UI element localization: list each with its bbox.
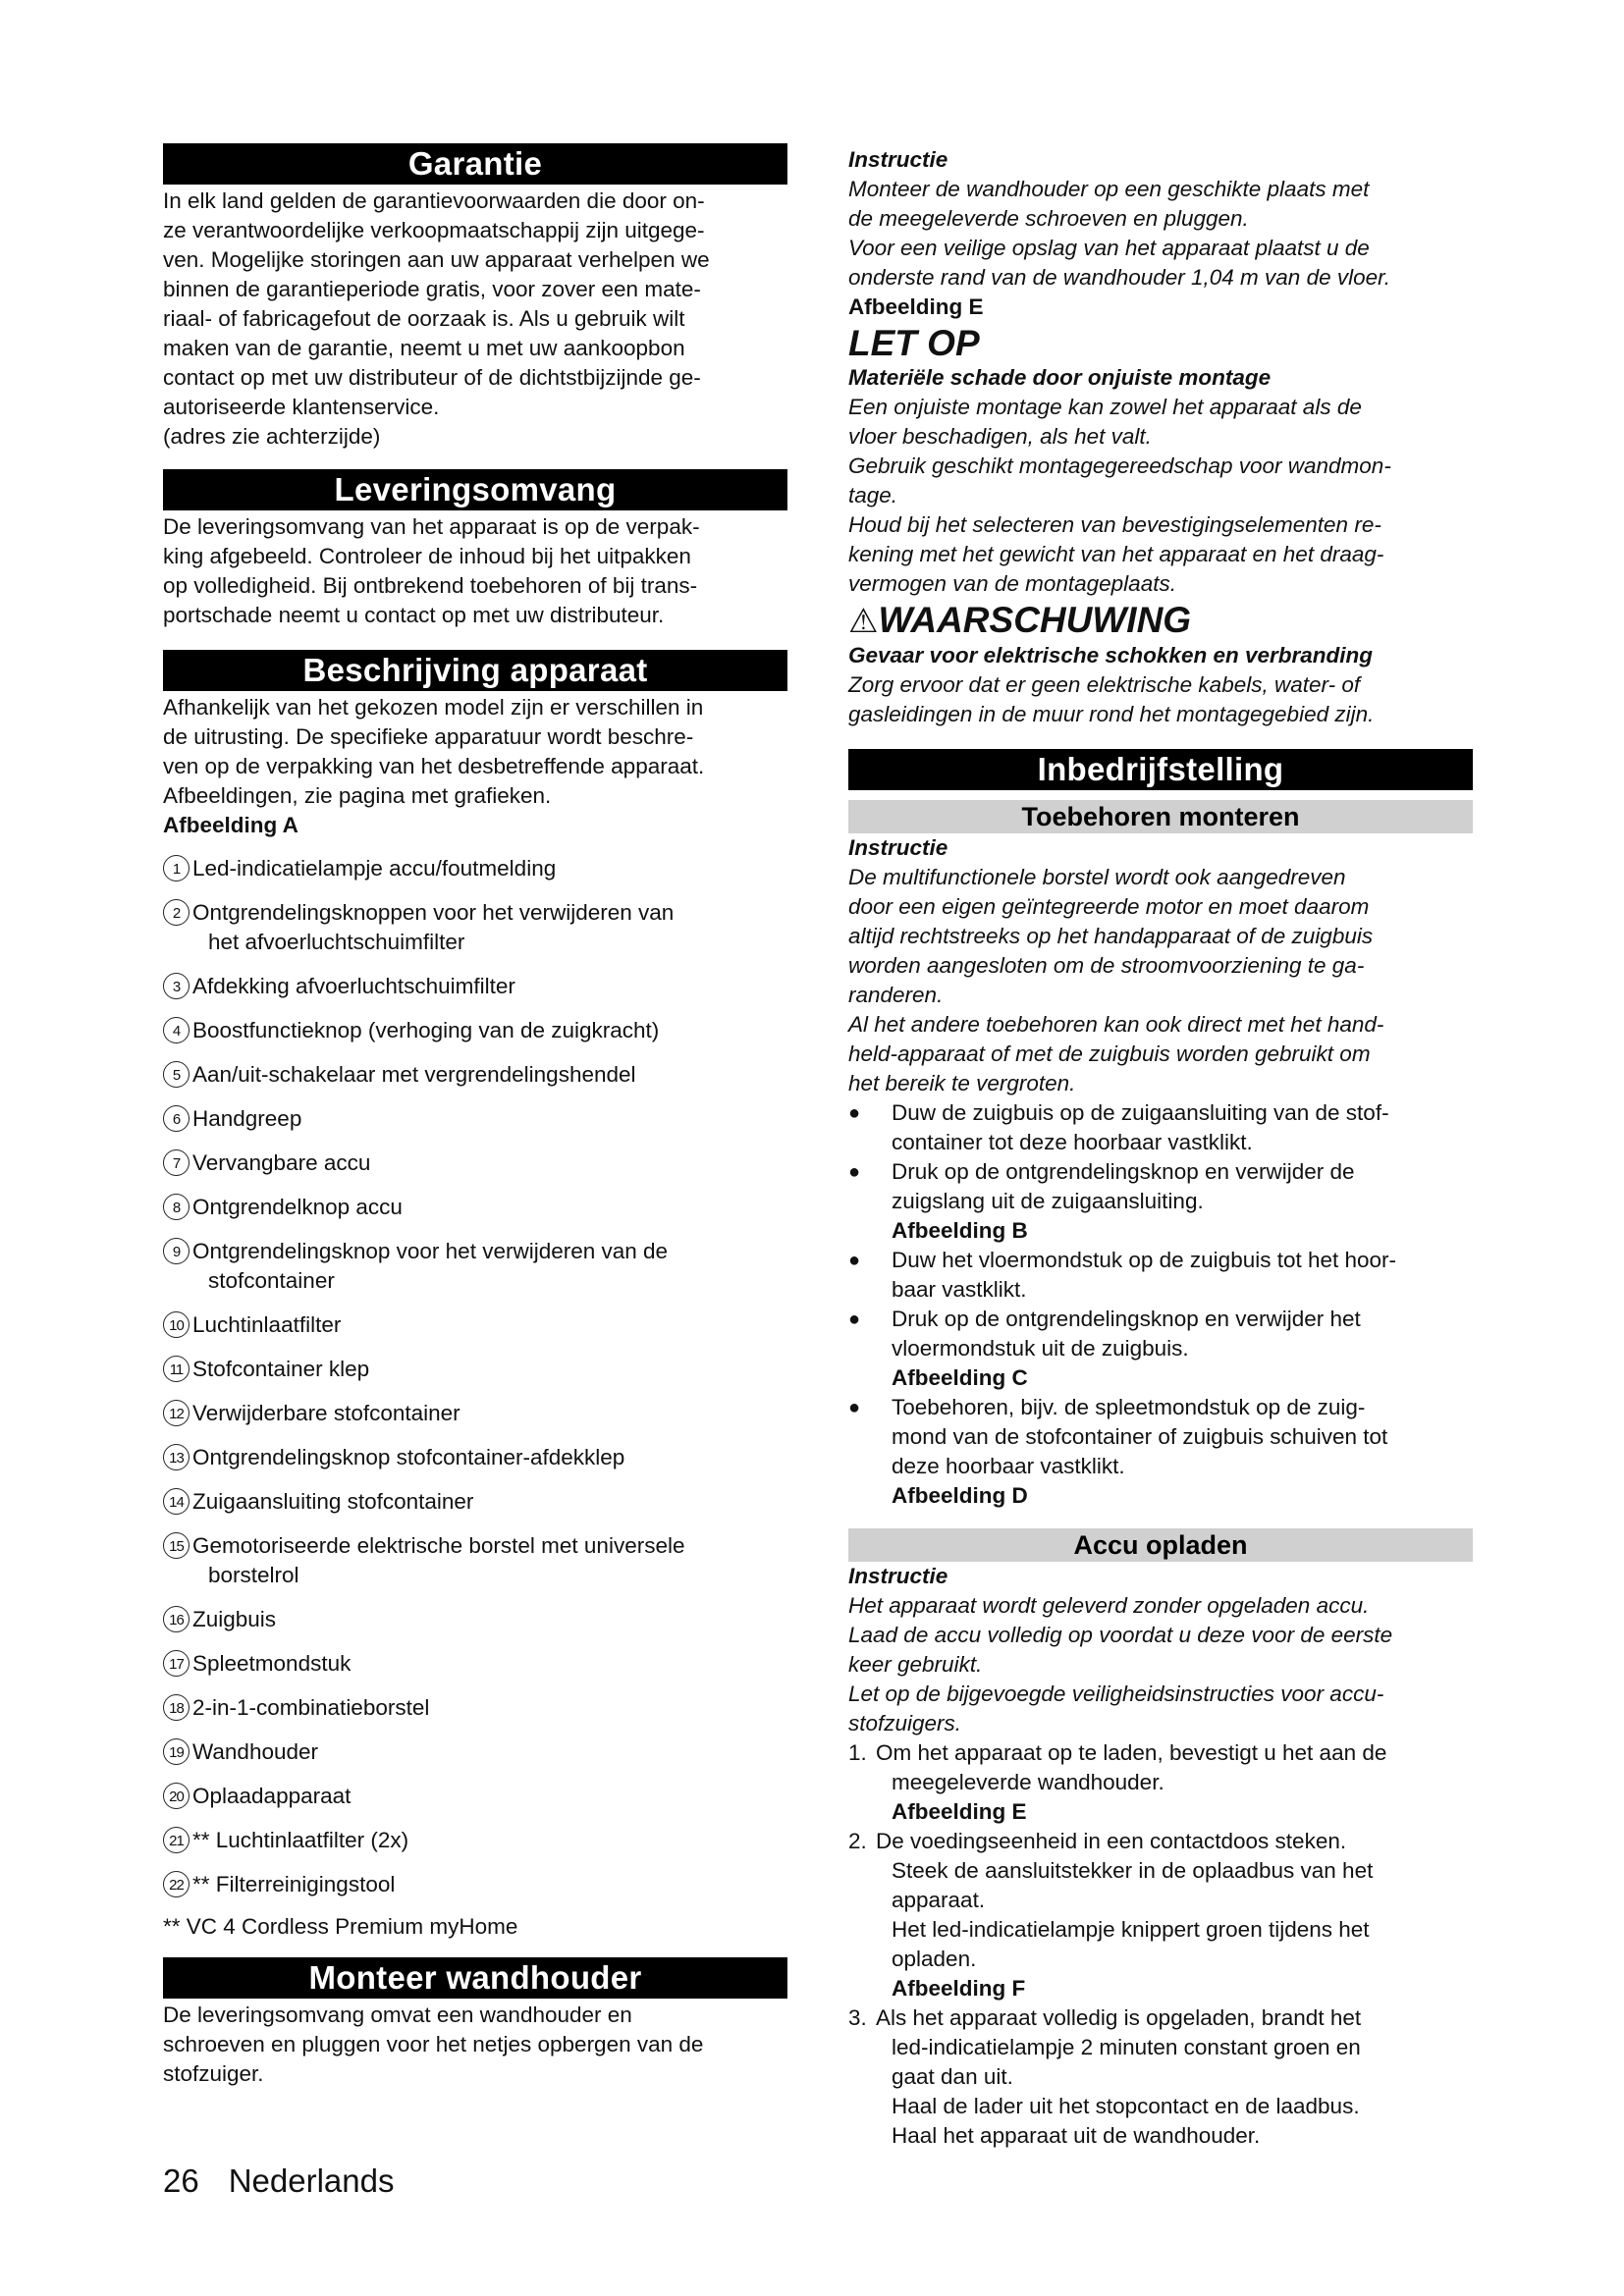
garantie-text (163, 187, 787, 452)
text-line: Monteer de wandhouder op een geschikte plaats met (848, 177, 1370, 201)
parts-list-item (163, 1826, 787, 1855)
parts-list-label: Aan/uit-schakelaar met vergrendelingshendel (192, 1062, 636, 1087)
figure-label: Afbeelding E (892, 1799, 1027, 1824)
text-line: container tot deze hoorbaar vastklikt. (892, 1130, 1253, 1154)
parts-list-text (192, 1193, 787, 1222)
text-line: Steek de aansluitstekker in de oplaadbus van het (892, 1858, 1374, 1883)
text-line: het bereik te vergroten. (848, 1071, 1076, 1095)
circled-number-icon: 10 (163, 1311, 189, 1338)
text-line: vloermondstuk uit de zuigbuis. (892, 1336, 1189, 1361)
parts-list-label: Vervangbare accu (192, 1150, 371, 1175)
text-line: Om het apparaat op te laden, bevestigt u het aan de (876, 1740, 1387, 1765)
text-line: Duw het vloermondstuk op de zuigbuis tot het hoor- (892, 1248, 1397, 1272)
circled-number-icon: 16 (163, 1606, 189, 1632)
text-line: baar vastklikt. (892, 1277, 1027, 1302)
text-line: Druk op de ontgrendelingsknop en verwijder de (892, 1159, 1355, 1184)
parts-list-text (192, 1649, 787, 1679)
bullet-dot-icon: ● (848, 1308, 861, 1330)
numbered-step (848, 1827, 1473, 2003)
text-line: led-indicatielampje 2 minuten constant groen en (892, 2035, 1361, 2059)
text-line: Voor een veilige opslag van het apparaat plaatst u de (848, 236, 1370, 260)
heading-wandhouder: Monteer wandhouder (163, 1957, 787, 1999)
figure-label: Afbeelding D (892, 1483, 1028, 1508)
parts-list-label: Boostfunctieknop (verhoging van de zuigkracht) (192, 1018, 660, 1042)
parts-list (163, 854, 787, 1899)
parts-list-label: 2-in-1-combinatieborstel (192, 1695, 430, 1720)
heading-garantie: Garantie (163, 143, 787, 185)
parts-list-label: Verwijderbare stofcontainer (192, 1401, 460, 1425)
text-line: maken van de garantie, neemt u met uw aankoopbon (163, 336, 685, 360)
bullet-dot-icon: ● (848, 1250, 861, 1271)
bullet-item (848, 1157, 1473, 1246)
bullet-dot-icon: ● (848, 1397, 861, 1418)
circled-number-icon: 17 (163, 1650, 189, 1677)
parts-list-item (163, 1237, 787, 1296)
text-line: Toebehoren, bijv. de spleetmondstuk op de zuig- (892, 1395, 1366, 1419)
parts-list-item (163, 1443, 787, 1472)
charging-steps-list (848, 1738, 1473, 2151)
text-line: ven. Mogelijke storingen aan uw apparaat verhelpen we (163, 247, 710, 272)
text-line: meegeleverde wandhouder. (892, 1770, 1164, 1794)
parts-list-label: Handgreep (192, 1106, 302, 1131)
parts-list-text (192, 1355, 787, 1384)
parts-list-text (192, 1782, 787, 1811)
circled-number-icon: 22 (163, 1871, 189, 1897)
parts-list-label: Ontgrendelingsknop voor het verwijderen van de (192, 1239, 669, 1263)
parts-list-text (192, 1826, 787, 1855)
text-line: mond van de stofcontainer of zuigbuis schuiven tot (892, 1424, 1388, 1449)
text-line: De multifunctionele borstel wordt ook aangedreven (848, 865, 1346, 889)
parts-list-text (192, 854, 787, 883)
text-line: Zorg ervoor dat er geen elektrische kabels, water- of (848, 672, 1361, 697)
beschrijving-text (163, 693, 787, 840)
circled-number-icon: 14 (163, 1488, 189, 1515)
page-footer (163, 2162, 424, 2201)
text-line: Het apparaat wordt geleverd zonder opgeladen accu. (848, 1593, 1370, 1618)
parts-list-label: Ontgrendelknop accu (192, 1195, 403, 1219)
circled-number-icon: 18 (163, 1694, 189, 1721)
text-line: zuigslang uit de zuigaansluiting. (892, 1189, 1204, 1213)
parts-list-text (192, 898, 787, 957)
text-line: de uitrusting. De specifieke apparatuur wordt beschre- (163, 724, 694, 749)
parts-list-item (163, 898, 787, 957)
bullet-item (848, 1098, 1473, 1157)
parts-list-text (192, 1693, 787, 1723)
text-line: schroeven en pluggen voor het netjes opbergen van de (163, 2032, 704, 2056)
text-line: keer gebruikt. (848, 1652, 983, 1677)
parts-list-item (163, 1193, 787, 1222)
text-line: de meegeleverde schroeven en pluggen. (848, 206, 1249, 231)
parts-list-item (163, 1355, 787, 1384)
steps-bullet-list (848, 1098, 1473, 1511)
step-text (876, 1738, 1473, 1827)
warning-triangle-icon: ⚠ (848, 603, 879, 640)
parts-list-text (192, 972, 787, 1001)
text-line: tage. (848, 483, 898, 507)
parts-list-label: Zuigaansluiting stofcontainer (192, 1489, 474, 1514)
circled-number-icon: 6 (163, 1105, 189, 1132)
text-line: stofzuigers. (848, 1711, 962, 1735)
parts-list-text (192, 1443, 787, 1472)
text-line: portschade neemt u contact op met uw distributeur. (163, 603, 665, 627)
subheading-toebehoren: Toebehoren monteren (848, 800, 1473, 833)
text-line: Duw de zuigbuis op de zuigaansluiting van de stof- (892, 1100, 1389, 1125)
text-line: autoriseerde klantenservice. (163, 395, 440, 419)
bullet-text (892, 1098, 1473, 1157)
circled-number-icon: 15 (163, 1532, 189, 1559)
text-line: Afbeeldingen, zie pagina met grafieken. (163, 783, 552, 808)
text-line: opladen. (892, 1947, 977, 1971)
text-line: ven op de verpakking van het desbetreffende apparaat. (163, 754, 705, 778)
circled-number-icon: 7 (163, 1149, 189, 1176)
circled-number-icon: 12 (163, 1400, 189, 1426)
text-line: In elk land gelden de garantievoorwaarden die door on- (163, 188, 705, 213)
parts-list-item (163, 972, 787, 1001)
figure-label: Afbeelding F (892, 1976, 1026, 2001)
footnote: ** VC 4 Cordless Premium myHome (163, 1914, 518, 1939)
parts-list-label-continued: stofcontainer (208, 1268, 335, 1293)
circled-number-icon: 11 (163, 1356, 189, 1382)
text-line: kening met het gewicht van het apparaat en het draag- (848, 542, 1384, 566)
bullet-item (848, 1305, 1473, 1393)
parts-list-text (192, 1399, 787, 1428)
text-line: De leveringsomvang van het apparaat is op de verpak- (163, 514, 700, 539)
parts-list-item (163, 1148, 787, 1178)
figure-label: Afbeelding E (848, 294, 984, 319)
bullet-text (892, 1157, 1473, 1246)
parts-list-text (192, 1310, 787, 1340)
parts-list-item (163, 1016, 787, 1045)
parts-list-label: ** Filterreinigingstool (192, 1872, 396, 1896)
waarschuwing-subtitle: Gevaar voor elektrische schokken en verbranding (848, 643, 1373, 667)
parts-list-item (163, 1693, 787, 1723)
circled-number-icon: 1 (163, 855, 189, 881)
text-line: worden aangesloten om de stroomvoorziening te ga- (848, 953, 1365, 978)
text-line: apparaat. (892, 1888, 986, 1912)
parts-list-label: Led-indicatielampje accu/foutmelding (192, 856, 557, 881)
circled-number-icon: 21 (163, 1827, 189, 1853)
step-text (876, 2003, 1473, 2151)
bullet-item (848, 1246, 1473, 1305)
step-number: 3. (848, 2005, 867, 2030)
parts-list-text (192, 1148, 787, 1178)
text-line: stofzuiger. (163, 2061, 264, 2086)
step-text (876, 1827, 1473, 2003)
text-line: Als het apparaat volledig is opgeladen, brandt het (876, 2005, 1362, 2030)
circled-number-icon: 20 (163, 1783, 189, 1809)
parts-list-text (192, 1237, 787, 1296)
text-line: binnen de garantieperiode gratis, voor zover een mate- (163, 277, 701, 301)
figure-label: Afbeelding C (892, 1365, 1028, 1390)
parts-list-label: Afdekking afvoerluchtschuimfilter (192, 974, 515, 998)
parts-list-label: Luchtinlaatfilter (192, 1312, 342, 1337)
parts-list-item (163, 1870, 787, 1899)
text-line: onderste rand van de wandhouder 1,04 m van de vloer. (848, 265, 1391, 290)
page-number: 26 (163, 2163, 199, 2199)
numbered-step (848, 2003, 1473, 2151)
parts-list-label: Ontgrendelingsknop stofcontainer-afdekklep (192, 1445, 625, 1469)
text-line: king afgebeeld. Controleer de inhoud bij het uitpakken (163, 544, 691, 568)
text-line: deze hoorbaar vastklikt. (892, 1454, 1125, 1478)
text-line: gasleidingen in de muur rond het montagegebied zijn. (848, 702, 1375, 726)
step-number: 1. (848, 1740, 867, 1765)
parts-list-text (192, 1060, 787, 1090)
circled-number-icon: 13 (163, 1444, 189, 1470)
heading-leveringsomvang: Leveringsomvang (163, 469, 787, 510)
parts-list-label: Ontgrendelingsknoppen voor het verwijderen van (192, 900, 675, 925)
parts-list-label-continued: borstelrol (208, 1563, 299, 1587)
circled-number-icon: 19 (163, 1738, 189, 1765)
right-column (848, 145, 1473, 2151)
figure-label: Afbeelding A (163, 813, 298, 837)
bullet-text (892, 1393, 1473, 1511)
text-line: De leveringsomvang omvat een wandhouder en (163, 2002, 632, 2027)
parts-list-label: Oplaadapparaat (192, 1784, 352, 1808)
levering-text (163, 512, 787, 630)
waarschuwing-title: WAARSCHUWING (878, 600, 1192, 640)
bullet-dot-icon: ● (848, 1102, 861, 1124)
text-line: Druk op de ontgrendelingsknop en verwijder het (892, 1307, 1361, 1331)
parts-list-text (192, 1487, 787, 1517)
parts-list-item (163, 1487, 787, 1517)
parts-list-label: Wandhouder (192, 1739, 319, 1764)
waarschuwing-heading (848, 601, 1473, 641)
parts-list-item (163, 1737, 787, 1767)
text-line: De voedingseenheid in een contactdoos steken. (876, 1829, 1347, 1853)
instruction-label: Instructie (848, 835, 948, 860)
parts-list-text (192, 1870, 787, 1899)
parts-list-item (163, 1605, 787, 1634)
text-line: Gebruik geschikt montagegereedschap voor wandmon- (848, 454, 1391, 478)
text-line: Een onjuiste montage kan zowel het apparaat als de (848, 395, 1362, 419)
bullet-dot-icon: ● (848, 1161, 861, 1183)
text-line: ze verantwoordelijke verkoopmaatschappij zijn uitgege- (163, 218, 705, 242)
text-line: Afhankelijk van het gekozen model zijn er verschillen in (163, 695, 704, 720)
text-line: Houd bij het selecteren van bevestigingselementen re- (848, 512, 1381, 537)
step-number: 2. (848, 1829, 867, 1853)
parts-list-item (163, 1782, 787, 1811)
text-line: held-apparaat of met de zuigbuis worden gebruikt om (848, 1041, 1371, 1066)
parts-list-text (192, 1531, 787, 1590)
text-line: door een eigen geïntegreerde motor en moet daarom (848, 894, 1370, 919)
bullet-text (892, 1246, 1473, 1305)
text-line: Laad de accu volledig op voordat u deze voor de eerste (848, 1623, 1393, 1647)
circled-number-icon: 9 (163, 1238, 189, 1264)
numbered-step (848, 1738, 1473, 1827)
heading-beschrijving: Beschrijving apparaat (163, 650, 787, 691)
wandhouder-text (163, 2001, 787, 2089)
parts-list-item (163, 1060, 787, 1090)
instruction-label: Instructie (848, 147, 948, 172)
circled-number-icon: 5 (163, 1061, 189, 1088)
parts-list-label-continued: het afvoerluchtschuimfilter (208, 930, 465, 954)
circled-number-icon: 8 (163, 1194, 189, 1220)
text-line: (adres zie achterzijde) (163, 424, 381, 449)
text-line: Haal het apparaat uit de wandhouder. (892, 2123, 1261, 2148)
instruction-label: Instructie (848, 1564, 948, 1588)
circled-number-icon: 3 (163, 973, 189, 999)
circled-number-icon: 2 (163, 899, 189, 926)
bullet-item (848, 1393, 1473, 1511)
heading-inbedrijfstelling: Inbedrijfstelling (848, 749, 1473, 790)
figure-label: Afbeelding B (892, 1218, 1028, 1243)
parts-list-item (163, 1531, 787, 1590)
parts-list-text (192, 1104, 787, 1134)
letop-heading: LET OP (848, 323, 980, 363)
text-line: vermogen van de montageplaats. (848, 571, 1176, 596)
text-line: Let op de bijgevoegde veiligheidsinstructies voor accu- (848, 1682, 1384, 1706)
text-line: op volledigheid. Bij ontbrekend toebehoren of bij trans- (163, 573, 698, 598)
parts-list-item (163, 1310, 787, 1340)
text-line: randeren. (848, 983, 944, 1007)
text-line: Het led-indicatielampje knippert groen tijdens het (892, 1917, 1370, 1942)
parts-list-label: Spleetmondstuk (192, 1651, 352, 1676)
parts-list-item (163, 1104, 787, 1134)
circled-number-icon: 4 (163, 1017, 189, 1043)
page-language: Nederlands (228, 2163, 395, 2199)
text-line: altijd rechtstreeks op het handapparaat of de zuigbuis (848, 924, 1374, 948)
text-line: gaat dan uit. (892, 2064, 1013, 2089)
parts-list-item (163, 854, 787, 883)
parts-list-text (192, 1737, 787, 1767)
left-column (163, 143, 787, 2089)
subheading-accu-opladen: Accu opladen (848, 1528, 1473, 1562)
parts-list-label: ** Luchtinlaatfilter (2x) (192, 1828, 409, 1852)
bullet-text (892, 1305, 1473, 1393)
parts-list-text (192, 1016, 787, 1045)
parts-list-text (192, 1605, 787, 1634)
parts-list-item (163, 1649, 787, 1679)
text-line: Al het andere toebehoren kan ook direct met het hand- (848, 1012, 1384, 1037)
parts-list-item (163, 1399, 787, 1428)
text-line: riaal- of fabricagefout de oorzaak is. Als u gebruik wilt (163, 306, 685, 331)
text-line: contact op met uw distributeur of de dichtstbijzijnde ge- (163, 365, 701, 390)
parts-list-label: Zuigbuis (192, 1607, 277, 1631)
parts-list-label: Stofcontainer klep (192, 1357, 370, 1381)
text-line: Haal de lader uit het stopcontact en de laadbus. (892, 2094, 1360, 2118)
letop-subtitle: Materiële schade door onjuiste montage (848, 365, 1272, 390)
text-line: vloer beschadigen, als het valt. (848, 424, 1152, 449)
parts-list-label: Gemotoriseerde elektrische borstel met universele (192, 1533, 685, 1558)
